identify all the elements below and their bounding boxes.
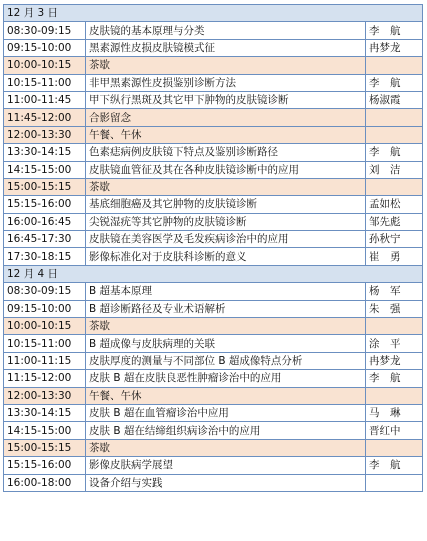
session-time: 08:30-09:15	[4, 22, 86, 39]
break-row	[4, 178, 423, 195]
session-speaker: 李 航	[366, 144, 423, 161]
session-row	[4, 474, 423, 491]
session-row	[4, 231, 423, 248]
session-time: 15:15-16:00	[4, 457, 86, 474]
session-topic: B 超诊断路径及专业术语解析	[86, 300, 366, 317]
break-row	[4, 126, 423, 143]
session-row	[4, 39, 423, 56]
session-speaker	[366, 474, 423, 491]
session-time: 11:00-11:15	[4, 352, 86, 369]
day-date: 12 月 4 日	[4, 265, 423, 282]
session-speaker	[366, 439, 423, 456]
session-time: 10:00-10:15	[4, 57, 86, 74]
session-topic: 皮肤 B 超在血管瘤诊治中应用	[86, 404, 366, 421]
session-row	[4, 422, 423, 439]
session-row	[4, 248, 423, 265]
session-speaker: 崔 勇	[366, 248, 423, 265]
session-speaker: 晋红中	[366, 422, 423, 439]
session-speaker	[366, 126, 423, 143]
session-time: 15:00-15:15	[4, 178, 86, 195]
session-row	[4, 74, 423, 91]
schedule-document	[3, 4, 422, 492]
session-speaker: 邹先彪	[366, 213, 423, 230]
session-speaker: 孙秋宁	[366, 231, 423, 248]
session-speaker: 李 航	[366, 22, 423, 39]
session-topic: 茶歇	[86, 57, 366, 74]
session-row	[4, 335, 423, 352]
session-row	[4, 91, 423, 108]
break-row	[4, 57, 423, 74]
session-speaker: 朱 强	[366, 300, 423, 317]
session-speaker: 刘 洁	[366, 161, 423, 178]
break-row	[4, 439, 423, 456]
session-time: 09:15-10:00	[4, 300, 86, 317]
session-row	[4, 22, 423, 39]
session-topic: 茶歇	[86, 439, 366, 456]
session-topic: 午餐、午休	[86, 126, 366, 143]
session-time: 11:15-12:00	[4, 370, 86, 387]
session-topic: 设备介绍与实践	[86, 474, 366, 491]
session-topic: 午餐、午休	[86, 387, 366, 404]
day-header-row	[4, 265, 423, 282]
session-row	[4, 352, 423, 369]
session-row	[4, 161, 423, 178]
session-time: 12:00-13:30	[4, 126, 86, 143]
session-time: 09:15-10:00	[4, 39, 86, 56]
session-speaker: 马 琳	[366, 404, 423, 421]
session-topic: 茶歇	[86, 318, 366, 335]
session-topic: 皮肤 B 超在皮肤良恶性肿瘤诊治中的应用	[86, 370, 366, 387]
session-topic: 影像皮肤病学展望	[86, 457, 366, 474]
session-time: 11:00-11:45	[4, 91, 86, 108]
session-time: 15:15-16:00	[4, 196, 86, 213]
session-speaker: 杨 军	[366, 283, 423, 300]
session-speaker	[366, 318, 423, 335]
day-date: 12 月 3 日	[4, 5, 423, 22]
session-topic: 茶歇	[86, 178, 366, 195]
session-speaker	[366, 57, 423, 74]
session-time: 10:15-11:00	[4, 335, 86, 352]
session-time: 08:30-09:15	[4, 283, 86, 300]
session-time: 16:45-17:30	[4, 231, 86, 248]
session-row	[4, 300, 423, 317]
session-row	[4, 213, 423, 230]
session-time: 13:30-14:15	[4, 404, 86, 421]
break-row	[4, 387, 423, 404]
session-time: 10:00-10:15	[4, 318, 86, 335]
session-topic: 皮肤厚度的测量与不同部位 B 超成像特点分析	[86, 352, 366, 369]
session-row	[4, 196, 423, 213]
session-topic: B 超基本原理	[86, 283, 366, 300]
session-time: 11:45-12:00	[4, 109, 86, 126]
session-speaker: 冉梦龙	[366, 39, 423, 56]
session-topic: 皮肤镜的基本原理与分类	[86, 22, 366, 39]
session-speaker: 冉梦龙	[366, 352, 423, 369]
session-topic: 基底细胞癌及其它肿物的皮肤镜诊断	[86, 196, 366, 213]
session-time: 15:00-15:15	[4, 439, 86, 456]
session-row	[4, 370, 423, 387]
session-topic: 合影留念	[86, 109, 366, 126]
session-speaker: 涂 平	[366, 335, 423, 352]
session-time: 14:15-15:00	[4, 161, 86, 178]
day-header-row	[4, 5, 423, 22]
session-speaker: 李 航	[366, 370, 423, 387]
schedule-table	[3, 4, 423, 492]
session-topic: 黑素源性皮损皮肤镜模式征	[86, 39, 366, 56]
session-speaker	[366, 109, 423, 126]
break-row	[4, 318, 423, 335]
session-time: 13:30-14:15	[4, 144, 86, 161]
session-time: 10:15-11:00	[4, 74, 86, 91]
session-topic: 皮肤 B 超在结缔组织病诊治中的应用	[86, 422, 366, 439]
session-time: 16:00-18:00	[4, 474, 86, 491]
schedule-body	[4, 5, 423, 492]
session-topic: 非甲黑素源性皮损鉴别诊断方法	[86, 74, 366, 91]
session-topic: 皮肤镜血管征及其在各种皮肤镜诊断中的应用	[86, 161, 366, 178]
session-time: 14:15-15:00	[4, 422, 86, 439]
session-topic: 色素痣病例皮肤镜下特点及鉴别诊断路径	[86, 144, 366, 161]
session-row	[4, 144, 423, 161]
session-topic: 影像标准化对于皮肤科诊断的意义	[86, 248, 366, 265]
session-row	[4, 404, 423, 421]
session-speaker	[366, 178, 423, 195]
session-topic: 皮肤镜在美容医学及毛发疾病诊治中的应用	[86, 231, 366, 248]
session-topic: 甲下纵行黑斑及其它甲下肿物的皮肤镜诊断	[86, 91, 366, 108]
session-topic: 尖锐湿疣等其它肿物的皮肤镜诊断	[86, 213, 366, 230]
session-speaker	[366, 387, 423, 404]
session-speaker: 孟如松	[366, 196, 423, 213]
session-time: 17:30-18:15	[4, 248, 86, 265]
session-row	[4, 457, 423, 474]
session-speaker: 李 航	[366, 457, 423, 474]
session-row	[4, 283, 423, 300]
session-topic: B 超成像与皮肤病理的关联	[86, 335, 366, 352]
break-row	[4, 109, 423, 126]
session-time: 16:00-16:45	[4, 213, 86, 230]
session-speaker: 杨淑霞	[366, 91, 423, 108]
session-time: 12:00-13:30	[4, 387, 86, 404]
session-speaker: 李 航	[366, 74, 423, 91]
